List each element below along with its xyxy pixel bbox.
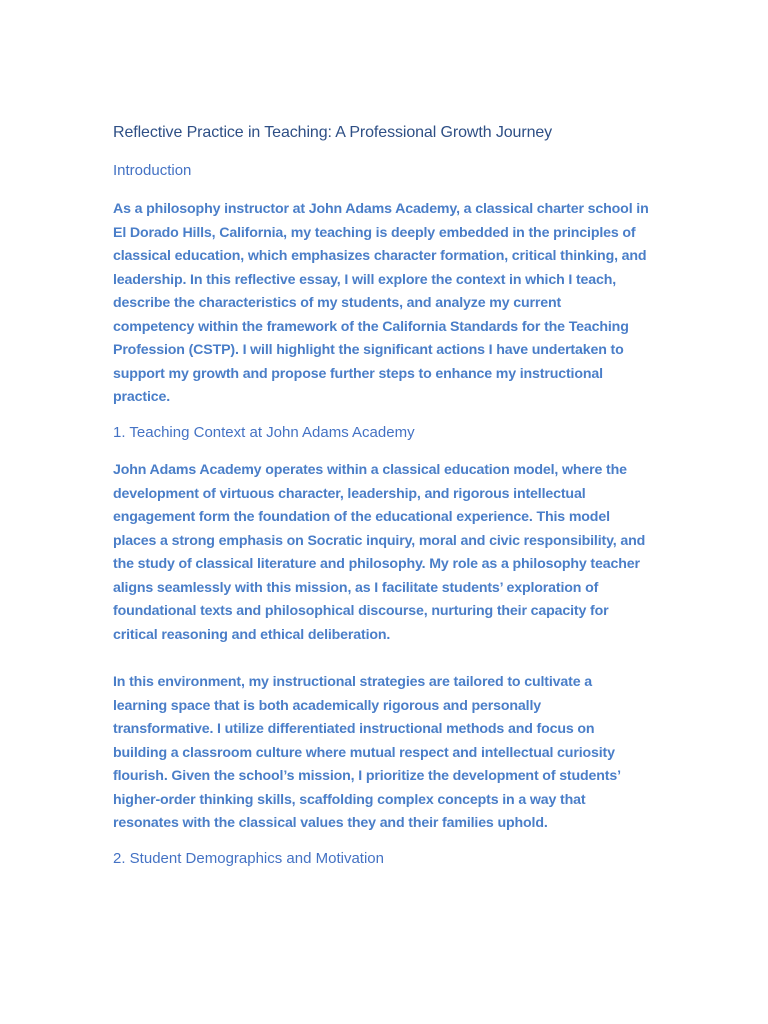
paragraph-line: transformative. I utilize differentiated instructional methods and focus on bbox=[113, 721, 595, 737]
teaching-context-paragraph-2 bbox=[113, 671, 658, 836]
paragraph-line: engagement form the foundation of the educational experience. This model bbox=[113, 509, 610, 525]
paragraph-line: building a classroom culture where mutual respect and intellectual curiosity bbox=[113, 744, 615, 761]
paragraph-line: In this environment, my instructional strategies are tailored to cultivate a bbox=[113, 674, 592, 690]
paragraph-line: higher-order thinking skills, scaffolding complex concepts in a way that bbox=[113, 791, 586, 808]
paragraph-line: flourish. Given the school’s mission, I prioritize the development of students’ bbox=[113, 768, 621, 784]
teaching-context-heading: 1. Teaching Context at John Adams Academy bbox=[113, 424, 415, 441]
teaching-context-paragraph-1 bbox=[113, 459, 658, 647]
paragraph-line: support my growth and propose further steps to enhance my instructional bbox=[113, 365, 603, 382]
introduction-heading: Introduction bbox=[113, 162, 192, 179]
paragraph-line: learning space that is both academically rigorous and personally bbox=[113, 697, 541, 714]
paragraph-line: foundational texts and philosophical discourse, nurturing their capacity for bbox=[113, 603, 609, 619]
paragraph-line: critical reasoning and ethical deliberation. bbox=[113, 626, 391, 643]
paragraph-line: competency within the framework of the California Standards for the Teaching bbox=[113, 318, 629, 335]
paragraph-line: leadership. In this reflective essay, I will explore the context in which I teach, bbox=[113, 271, 617, 288]
paragraph-line: John Adams Academy operates within a classical education model, where the bbox=[113, 462, 627, 478]
paragraph-line: the study of classical literature and philosophy. My role as a philosophy teacher bbox=[113, 556, 640, 572]
paragraph-line: practice. bbox=[113, 389, 171, 405]
paragraph-line: resonates with the classical values they and their families uphold. bbox=[113, 815, 548, 831]
paragraph-line: As a philosophy instructor at John Adams Academy, a classical charter school in bbox=[113, 201, 649, 217]
paragraph-line: Profession (CSTP). I will highlight the significant actions I have undertaken to bbox=[113, 342, 624, 358]
paragraph-line: places a strong emphasis on Socratic inquiry, moral and civic responsibility, and bbox=[113, 532, 646, 549]
paragraph-line: classical education, which emphasizes character formation, critical thinking, and bbox=[113, 248, 647, 264]
document-title: Reflective Practice in Teaching: A Professional Growth Journey bbox=[113, 124, 553, 141]
paragraph-line: El Dorado Hills, California, my teaching is deeply embedded in the principles of bbox=[113, 224, 636, 241]
student-demographics-heading: 2. Student Demographics and Motivation bbox=[113, 850, 384, 867]
paragraph-line: aligns seamlessly with this mission, as I facilitate students’ exploration of bbox=[113, 579, 599, 596]
introduction-paragraph bbox=[113, 198, 658, 410]
paragraph-line: describe the characteristics of my students, and analyze my current bbox=[113, 295, 562, 311]
paragraph-line: development of virtuous character, leadership, and rigorous intellectual bbox=[113, 485, 586, 502]
